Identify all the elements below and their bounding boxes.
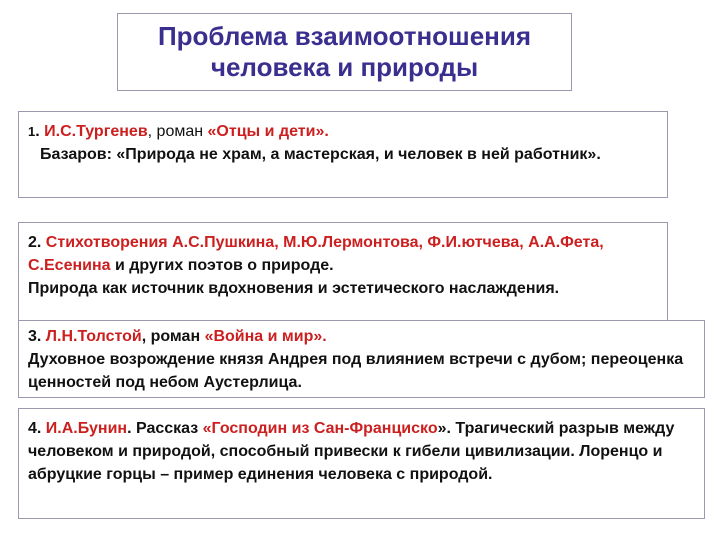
slide-title <box>117 13 572 91</box>
card-body: Природа как источник вдохновения и эстетического наслаждения. <box>28 280 560 297</box>
card-tolstoy <box>18 320 705 398</box>
card-author-suffix: и других поэтов о природе. <box>110 257 334 274</box>
title-line-1: Проблема взаимоотношения <box>157 21 532 51</box>
card-work-type: , роман <box>147 123 208 140</box>
title-line-2: человека и природы <box>210 52 479 82</box>
card-heading <box>28 231 657 277</box>
card-number: 3. <box>28 328 42 345</box>
card-heading <box>28 325 694 348</box>
card-body: Базаров: «Природа не храм, а мастерская, и человек в ней работник». <box>40 146 601 163</box>
card-heading <box>28 120 657 143</box>
card-number: 2. <box>28 234 42 251</box>
card-number-suffix: . <box>35 123 45 140</box>
card-bunin <box>18 408 705 519</box>
card-number: 4. <box>28 420 42 437</box>
card-number: 1 <box>28 124 36 139</box>
card-body: Духовное возрождение князя Андрея под влиянием встречи с дубом; переоценка ценностей под небом Аустерлица. <box>28 351 684 391</box>
card-body: ». Трагический разрыв между человеком и природой, способный привески к гибели цивилизации. Лоренцо и абруцкие горцы – пример единения человека с природой. <box>28 420 675 483</box>
card-poets <box>18 222 668 325</box>
card-paragraph <box>28 417 694 486</box>
card-work-type: . Рассказ <box>127 420 203 437</box>
card-turgenev <box>18 111 668 198</box>
card-work: «Отцы и дети». <box>207 123 329 140</box>
card-work: «Война и мир». <box>204 328 327 345</box>
card-author: И.А.Бунин <box>45 420 128 437</box>
card-work-type: , роман <box>141 328 205 345</box>
card-author: Стихотворения А.С.Пушкина, М.Ю.Лермонтова, Ф.И.ютчева, А.А.Фета, С.Есенина <box>28 234 604 274</box>
card-author: Л.Н.Толстой <box>45 328 142 345</box>
card-author: И.С.Тургенев <box>44 123 148 140</box>
card-work: «Господин из Сан-Франциско <box>202 420 438 437</box>
